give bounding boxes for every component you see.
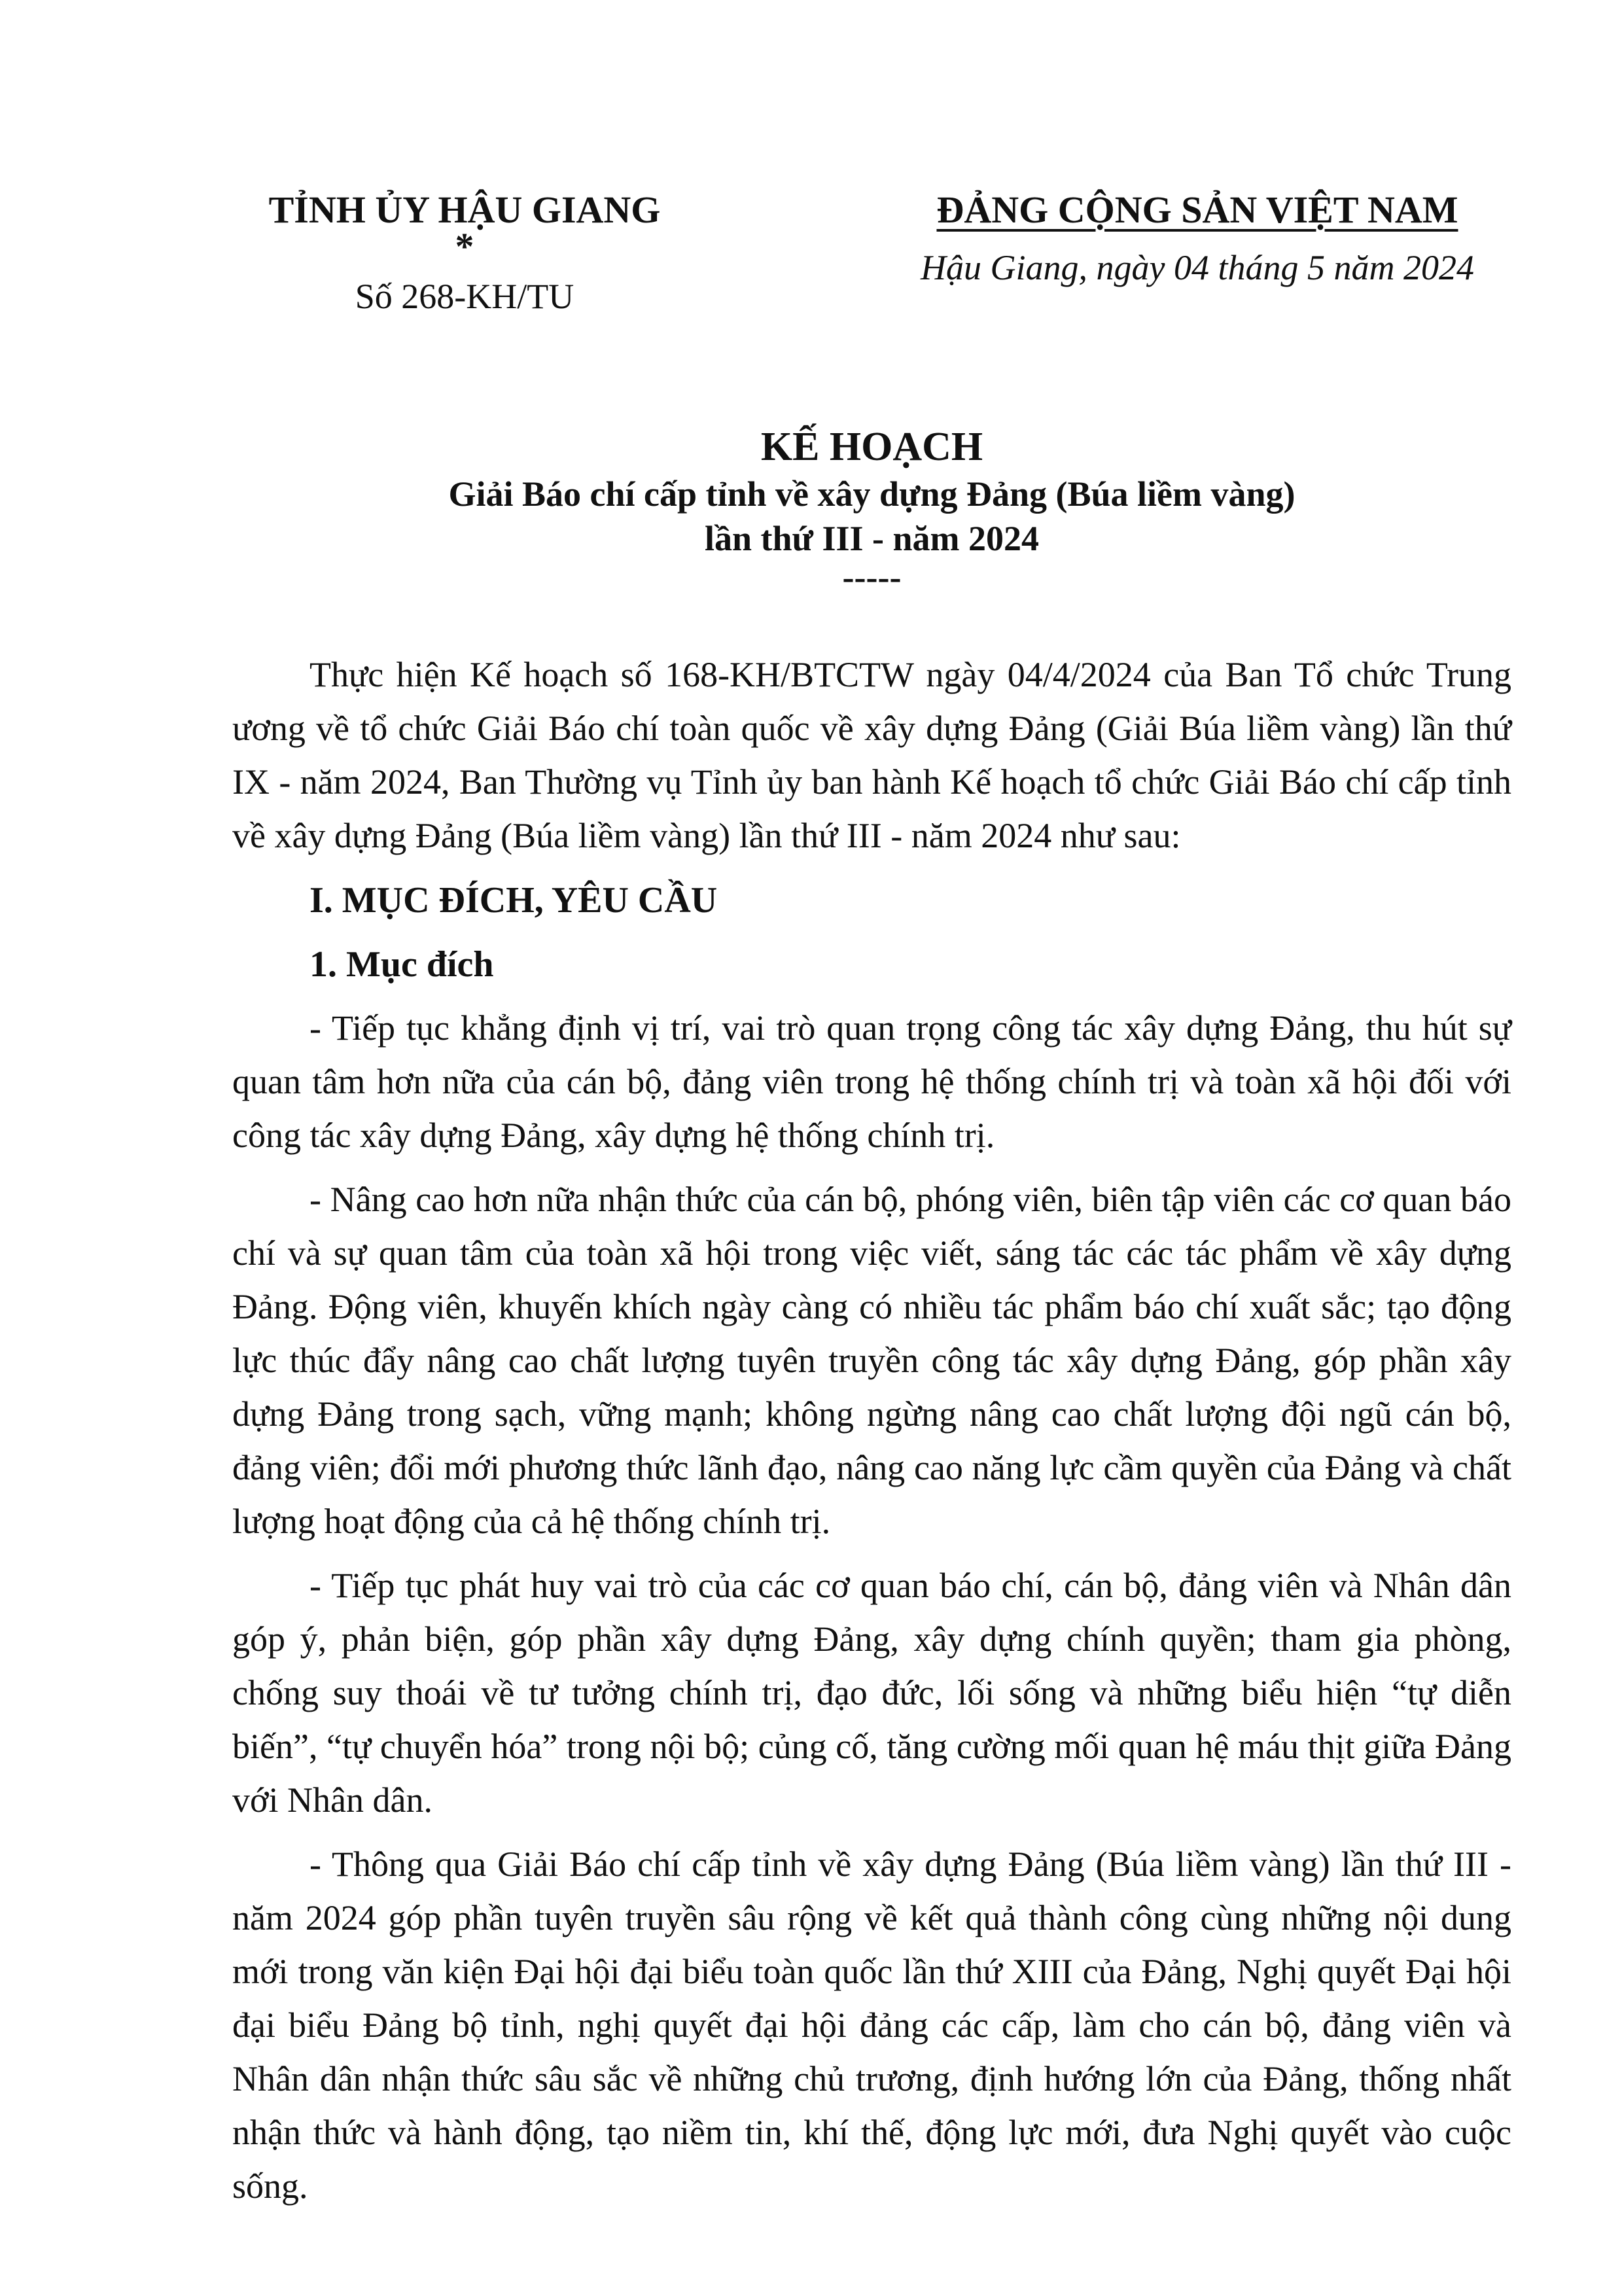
body-paragraph: - Tiếp tục khẳng định vị trí, vai trò quan trọng công tác xây dựng Đảng, thu hút sự quan tâm hơn nữa của cán bộ, đảng viên trong hệ thống chính trị và toàn xã hội đối với công tác xây dựng Đảng, xây dựng hệ thống chính trị. <box>232 1008 1511 1155</box>
document-title: KẾ HOẠCH <box>760 425 983 469</box>
body-paragraph: - Nâng cao hơn nữa nhận thức của cán bộ, phóng viên, biên tập viên các cơ quan báo chí và sự quan tâm của toàn xã hội trong việc viết, sáng tác các tác phẩm về xây dựng Đảng. Động viên, khuyến khích ngày càng có nhiều tác phẩm báo chí xuất sắc; tạo động lực thúc đẩy nâng cao chất lượng tuyên truyền công tác xây dựng Đảng, góp phần xây dựng Đảng trong sạch, vững mạnh; không ngừng nâng cao chất lượng đội ngũ cán bộ, đảng viên; đổi mới phương thức lãnh đạo, nâng cao năng lực cầm quyền của Đảng và chất lượng hoạt động của cả hệ thống chính trị. <box>232 1180 1511 1541</box>
section-heading: I. MỤC ĐÍCH, YÊU CẦU <box>309 880 718 921</box>
document-number: Số 268-KH/TU <box>355 277 574 316</box>
star-mark: * <box>455 225 474 268</box>
title-block <box>232 422 1511 597</box>
document-subtitle-line-1: Giải Báo chí cấp tỉnh về xây dựng Đảng (Búa liềm vàng) <box>448 474 1296 514</box>
document-body <box>232 648 1511 2223</box>
document-subtitle-line-2: lần thứ III - năm 2024 <box>705 519 1039 558</box>
place-date: Hậu Giang, ngày 04 tháng 5 năm 2024 <box>921 248 1474 287</box>
body-paragraph: - Thông qua Giải Báo chí cấp tỉnh về xây dựng Đảng (Búa liềm vàng) lần thứ III - năm 2024 góp phần tuyên truyền sâu rộng về kết quả thành công cùng những nội dung mới trong văn kiện Đại hội đại biểu toàn quốc lần thứ XIII của Đảng, Nghị quyết Đại hội đại biểu Đảng bộ tỉnh, nghị quyết đại hội đảng các cấp, làm cho cán bộ, đảng viên và Nhân dân nhận thức sâu sắc về những chủ trương, định hướng lớn của Đảng, thống nhất nhận thức và hành động, tạo niềm tin, khí thế, động lực mới, đưa Nghị quyết vào cuộc sống. <box>232 1845 1511 2206</box>
issuing-organization: TỈNH ỦY HẬU GIANG <box>268 188 661 231</box>
header-right <box>870 186 1525 291</box>
party-motto: ĐẢNG CỘNG SẢN VIỆT NAM <box>936 188 1458 231</box>
intro-paragraph: Thực hiện Kế hoạch số 168-KH/BTCTW ngày 04/4/2024 của Ban Tổ chức Trung ương về tổ chức Giải Báo chí toàn quốc về xây dựng Đảng (Giải Búa liềm vàng) lần thứ IX - năm 2024, Ban Thường vụ Tỉnh ủy ban hành Kế hoạch tổ chức Giải Báo chí cấp tỉnh về xây dựng Đảng (Búa liềm vàng) lần thứ III - năm 2024 như sau: <box>232 655 1511 855</box>
header-left <box>236 186 694 320</box>
title-separator: ----- <box>842 557 902 597</box>
subsection-heading: 1. Mục đích <box>309 944 494 985</box>
body-paragraph: - Tiếp tục phát huy vai trò của các cơ quan báo chí, cán bộ, đảng viên và Nhân dân góp ý, phản biện, góp phần xây dựng Đảng, xây dựng chính quyền; tham gia phòng, chống suy thoái về tư tưởng chính trị, đạo đức, lối sống và những biểu hiện “tự diễn biến”, “tự chuyển hóa” trong nội bộ; củng cố, tăng cường mối quan hệ máu thịt giữa Đảng với Nhân dân. <box>232 1566 1511 1820</box>
